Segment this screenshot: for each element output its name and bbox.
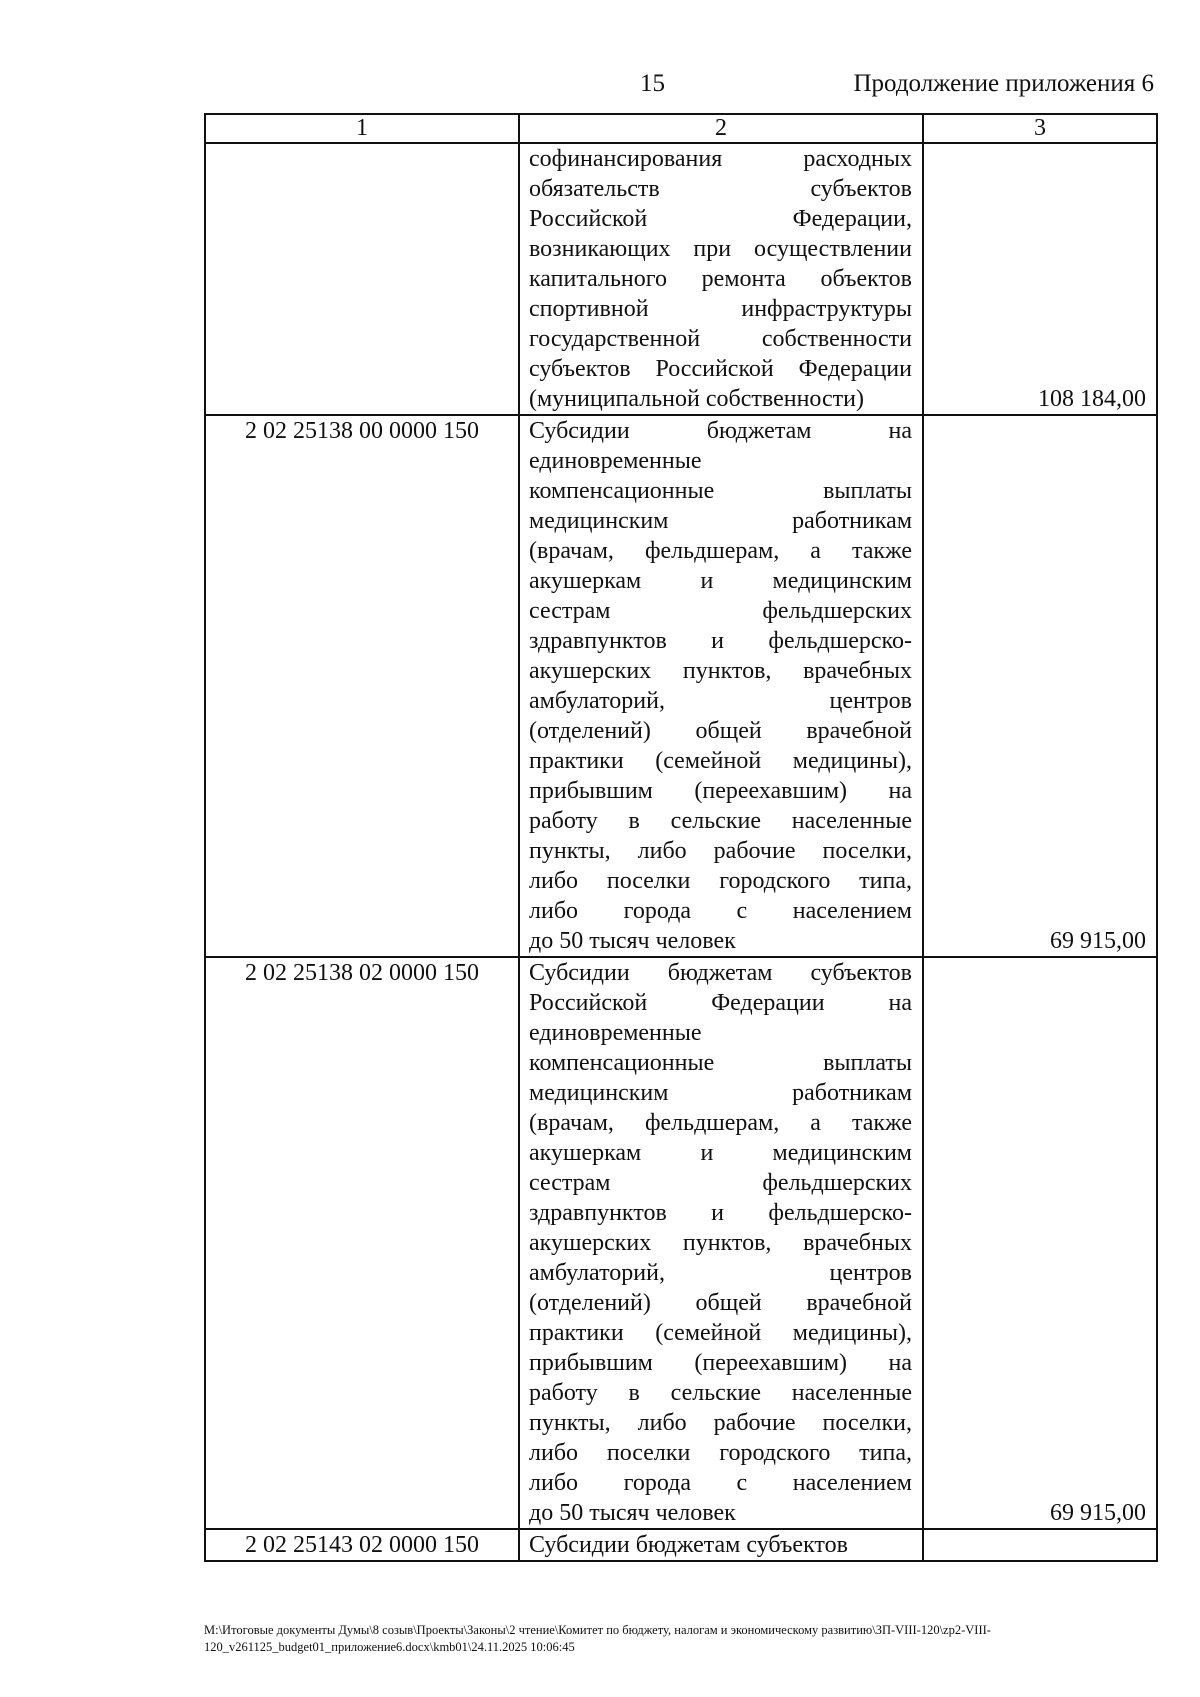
description-line: софинансирования расходных <box>529 146 912 172</box>
description-cell <box>519 957 923 1529</box>
description-line: Российской Федерации на <box>529 990 912 1016</box>
description-line: практики (семейной медицины), <box>529 748 912 774</box>
table-row <box>205 415 1157 957</box>
description-cell <box>519 143 923 415</box>
description-line: (врачам, фельдшерам, а также <box>529 1110 912 1136</box>
description-line: пункты, либо рабочие поселки, <box>529 1410 912 1436</box>
description-line: пункты, либо рабочие поселки, <box>529 838 912 864</box>
description-line: работу в сельские населенные <box>529 1380 912 1406</box>
description-line: здравпунктов и фельдшерско- <box>529 628 912 654</box>
description-line: амбулаторий, центров <box>529 1260 912 1286</box>
description-line: до 50 тысяч человек <box>529 1500 736 1526</box>
description-line: здравпунктов и фельдшерско- <box>529 1200 912 1226</box>
description-line: единовременные <box>529 448 702 474</box>
description-line: единовременные <box>529 1020 702 1046</box>
description-line: (врачам, фельдшерам, а также <box>529 538 912 564</box>
amount-cell: 69 915,00 <box>923 415 1157 957</box>
description-line: работу в сельские населенные <box>529 808 912 834</box>
description-line: акушерских пунктов, врачебных <box>529 1230 912 1256</box>
description-line: сестрам фельдшерских <box>529 1170 912 1196</box>
description-line: практики (семейной медицины), <box>529 1320 912 1346</box>
column-header: 2 <box>519 114 923 143</box>
amount-cell: 108 184,00 <box>923 143 1157 415</box>
table-row <box>205 1529 1157 1561</box>
description-cell <box>519 415 923 957</box>
description-line: Субсидии бюджетам на <box>529 418 912 444</box>
description-line: (муниципальной собственности) <box>529 386 864 412</box>
description-line: компенсационные выплаты <box>529 1050 912 1076</box>
footer-line: M:\Итоговые документы Думы\8 созыв\Проекты\Законы\2 чтение\Комитет по бюджету, налогам и экономическому развитию\ЗП-VIII-120\zp2-VIII- <box>204 1623 991 1637</box>
table-row <box>205 143 1157 415</box>
file-path-footer <box>204 1622 1156 1656</box>
description-line: обязательств субъектов <box>529 176 912 202</box>
description-line: либо поселки городского типа, <box>529 868 912 894</box>
table-body <box>205 143 1157 1561</box>
description-line: либо города с населением <box>529 1470 912 1496</box>
description-line: возникающих при осуществлении <box>529 236 912 262</box>
amount-cell <box>923 1529 1157 1561</box>
description-line: медицинским работникам <box>529 508 912 534</box>
description-line: субъектов Российской Федерации <box>529 356 912 382</box>
description-line: (отделений) общей врачебной <box>529 1290 912 1316</box>
description-line: либо города с населением <box>529 898 912 924</box>
description-line: компенсационные выплаты <box>529 478 912 504</box>
description-line: спортивной инфраструктуры <box>529 296 912 322</box>
description-cell <box>519 1529 923 1561</box>
description-line: Субсидии бюджетам субъектов <box>529 1532 848 1558</box>
description-line: до 50 тысяч человек <box>529 928 736 954</box>
description-line: Субсидии бюджетам субъектов <box>529 960 912 986</box>
footer-line: 120_v261125_budget01_приложение6.docx\kmb01\24.11.2025 10:06:45 <box>204 1640 575 1654</box>
table-row <box>205 957 1157 1529</box>
table-header-row <box>205 114 1157 143</box>
description-line: медицинским работникам <box>529 1080 912 1106</box>
budget-code: 2 02 25143 02 0000 150 <box>205 1529 519 1561</box>
description-line: либо поселки городского типа, <box>529 1440 912 1466</box>
budget-code: 2 02 25138 02 0000 150 <box>205 957 519 1529</box>
column-header: 3 <box>923 114 1157 143</box>
description-line: государственной собственности <box>529 326 912 352</box>
budget-code <box>205 143 519 415</box>
description-line: (отделений) общей врачебной <box>529 718 912 744</box>
description-line: прибывшим (переехавшим) на <box>529 1350 912 1376</box>
description-line: капитального ремонта объектов <box>529 266 912 292</box>
description-line: акушерских пунктов, врачебных <box>529 658 912 684</box>
budget-table <box>204 113 1158 1562</box>
description-line: акушеркам и медицинским <box>529 1140 912 1166</box>
description-line: сестрам фельдшерских <box>529 598 912 624</box>
column-header: 1 <box>205 114 519 143</box>
description-line: амбулаторий, центров <box>529 688 912 714</box>
amount-cell: 69 915,00 <box>923 957 1157 1529</box>
page-number: 15 <box>640 70 665 97</box>
budget-code: 2 02 25138 00 0000 150 <box>205 415 519 957</box>
description-line: акушеркам и медицинским <box>529 568 912 594</box>
description-line: прибывшим (переехавшим) на <box>529 778 912 804</box>
continuation-title: Продолжение приложения 6 <box>853 70 1154 97</box>
description-line: Российской Федерации, <box>529 206 912 232</box>
